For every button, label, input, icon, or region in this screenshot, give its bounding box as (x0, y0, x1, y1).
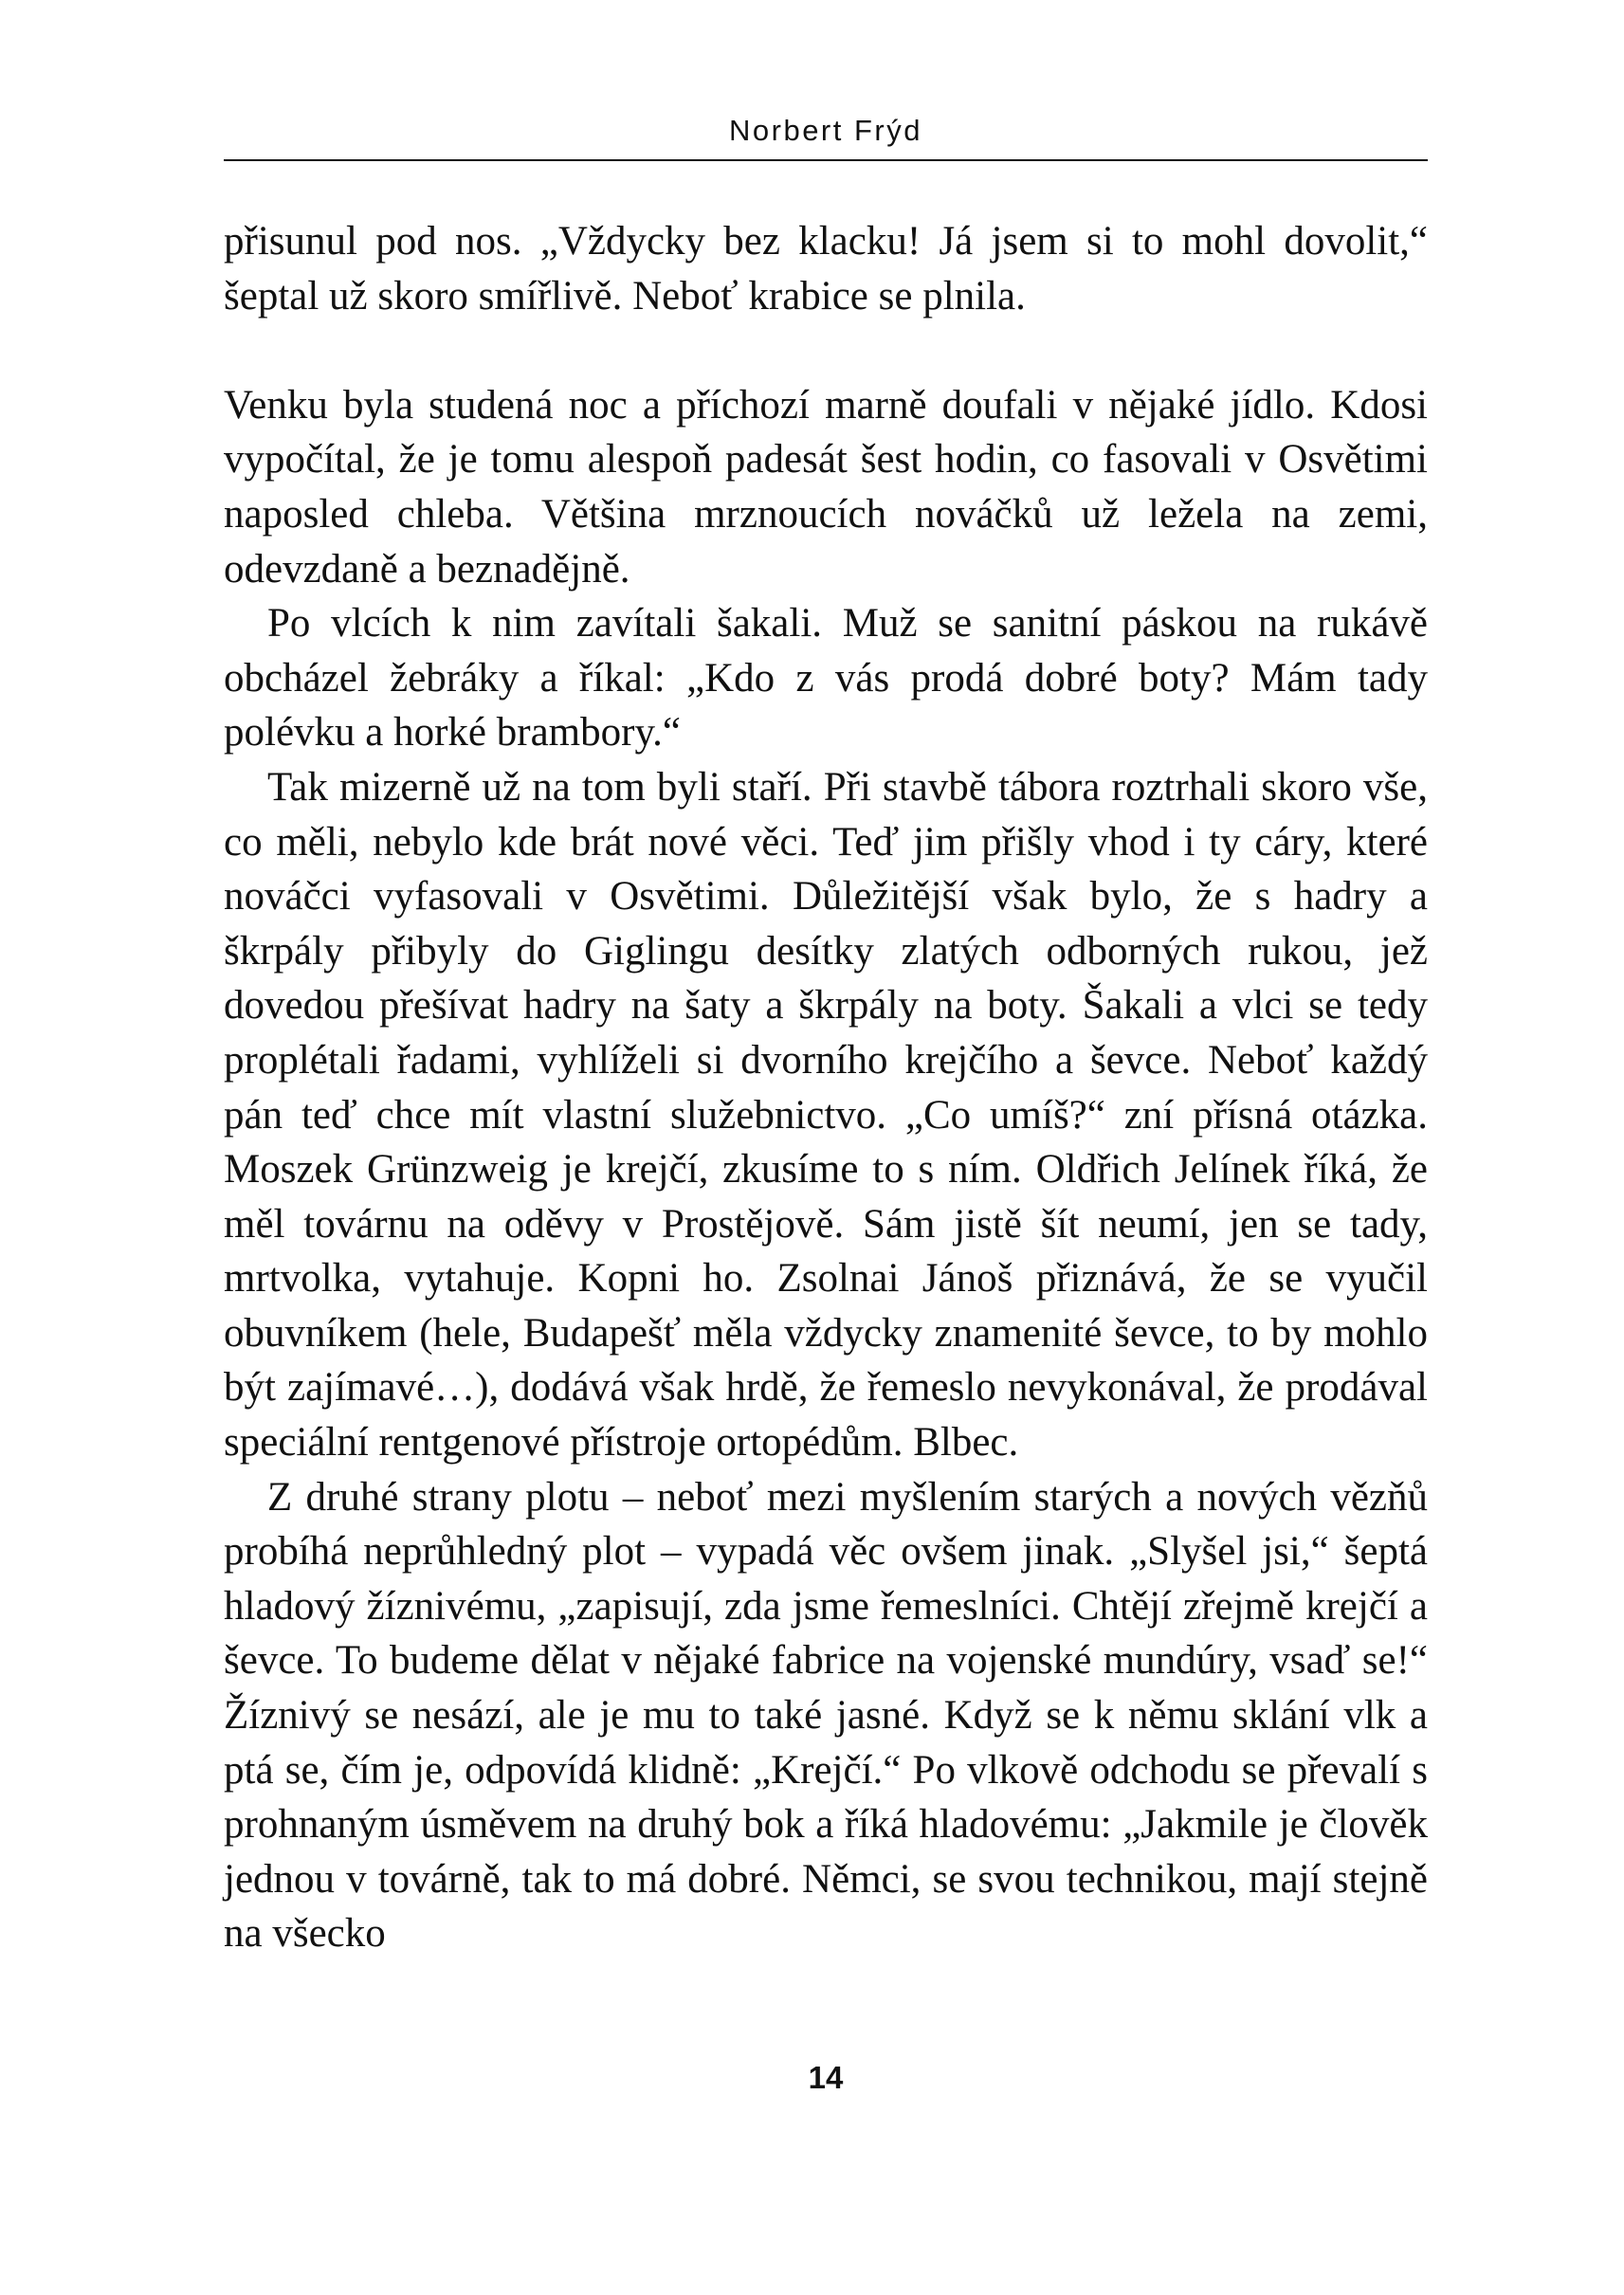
paragraph: Tak mizerně už na tom byli staří. Při stavbě tábora roztrhali skoro vše, co měli, nebylo kde brát nové věci. Teď jim přišly vhod i ty cáry, které nováčci vyfasovali v Osvětimi. Důležitější však bylo, že s hadry a škrpály přibyly do Giglingu desítky zlatých odborných rukou, jež dovedou přešívat hadry na šaty a škrpály na boty. Šakali a vlci se tedy proplétali řadami, vyhlíželi si dvorního krejčího a ševce. Neboť každý pán teď chce mít vlastní služebnictvo. „Co umíš?“ zní přísná otázka. Moszek Grünzweig je krejčí, zkusíme to s ním. Oldřich Jelínek říká, že měl továrnu na oděvy v Prostějově. Sám jistě šít neumí, jen se tady, mrtvolka, vytahuje. Kopni ho. Zsolnai Jánoš přiznává, že se vyučil obuvníkem (hele, Budapešť měla vždycky znamenité ševce, to by mohlo být zajímavé…), dodává však hrdě, že řemeslo nevykonával, že prodával speciální rentgenové přístroje ortopédům. Blbec. (224, 764, 1428, 1466)
paragraph-section-start: Venku byla studená noc a příchozí marně doufali v nějaké jídlo. Kdosi vypočítal, že je tomu alespoň padesát šest hodin, co fasovali v Osvětimi naposled chleba. Většina mrznoucích nováčků už ležela na zemi, odevzdaně a beznadějně. (224, 382, 1428, 592)
paragraph-continued: přisunul pod nos. „Vždycky bez klacku! Já jsem si to mohl dovolit,“ šeptal už skoro smířlivě. Neboť krabice se plnila. (224, 219, 1428, 319)
paragraph: Z druhé strany plotu – neboť mezi myšlením starých a nových vězňů probíhá neprůhledný plot – vypadá věc ovšem jinak. „Slyšel jsi,“ šeptá hladový žíznivému, „zapisují, zda jsme řemeslníci. Chtějí zřejmě krejčí a ševce. To budeme dělat v nějaké fabrice na vojenské mundúry, vsaď se!“ Žíznivý se nesází, ale je mu to také jasné. Když se k němu sklání vlk a ptá se, čím je, odpovídá klidně: „Krejčí.“ Po vlkově odchodu se převalí s prohnaným úsměvem na druhý bok a říká hladovému: „Jakmile je člověk jednou v továrně, tak to má dobré. Němci, se svou technikou, mají stejně na všecko (224, 1474, 1428, 1957)
page-number: 14 (808, 2060, 844, 2095)
header-divider (224, 159, 1428, 161)
paragraph: Po vlcích k nim zavítali šakali. Muž se sanitní páskou na rukávě obcházel žebráky a říkal: „Kdo z vás prodá dobré boty? Mám tady polévku a horké brambory.“ (224, 601, 1428, 756)
body-text (224, 214, 1428, 1961)
running-head-author: Norbert Frýd (729, 114, 922, 147)
